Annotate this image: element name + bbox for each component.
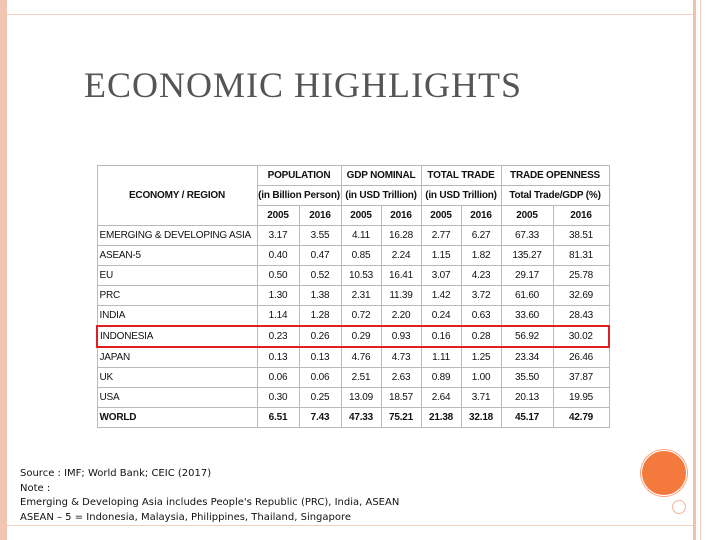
value-cell: 29.17 — [501, 266, 553, 286]
value-cell: 32.18 — [461, 408, 501, 428]
value-cell: 0.93 — [381, 326, 421, 347]
value-cell: 0.28 — [461, 326, 501, 347]
region-cell: UK — [97, 368, 257, 388]
value-cell: 2.64 — [421, 388, 461, 408]
value-cell: 1.00 — [461, 368, 501, 388]
value-cell: 28.43 — [553, 306, 609, 327]
value-cell: 0.85 — [341, 246, 381, 266]
value-cell: 0.63 — [461, 306, 501, 327]
slide-frame-bottom — [7, 525, 693, 526]
value-cell: 0.16 — [421, 326, 461, 347]
region-cell: USA — [97, 388, 257, 408]
value-cell: 6.27 — [461, 226, 501, 246]
value-cell: 0.72 — [341, 306, 381, 327]
table-row-uk — [97, 368, 609, 388]
value-cell: 0.52 — [299, 266, 341, 286]
value-cell: 4.23 — [461, 266, 501, 286]
value-cell: 25.78 — [553, 266, 609, 286]
group-header-total-trade: TOTAL TRADE — [421, 166, 501, 186]
economic-indicators-table — [96, 165, 610, 428]
value-cell: 61.60 — [501, 286, 553, 306]
note-line-1: Emerging & Developing Asia includes People's Republic (PRC), India, ASEAN — [20, 497, 400, 508]
value-cell: 2.31 — [341, 286, 381, 306]
value-cell: 0.30 — [257, 388, 299, 408]
table-row-india — [97, 306, 609, 327]
table-row-prc — [97, 286, 609, 306]
value-cell: 32.69 — [553, 286, 609, 306]
group-header-gdp-nominal: GDP NOMINAL — [341, 166, 421, 186]
value-cell: 1.42 — [421, 286, 461, 306]
value-cell: 0.50 — [257, 266, 299, 286]
slide-frame-top — [7, 14, 693, 15]
value-cell: 4.76 — [341, 347, 381, 368]
slide-title: ECONOMIC HIGHLIGHTS — [84, 65, 522, 105]
year-header: 2016 — [381, 206, 421, 226]
economic-table-wrapper — [96, 165, 608, 432]
group-header-trade-openness: TRADE OPENNESS — [501, 166, 609, 186]
region-cell: PRC — [97, 286, 257, 306]
value-cell: 0.40 — [257, 246, 299, 266]
value-cell: 18.57 — [381, 388, 421, 408]
value-cell: 2.63 — [381, 368, 421, 388]
value-cell: 1.15 — [421, 246, 461, 266]
value-cell: 6.51 — [257, 408, 299, 428]
decorative-small-circle — [672, 500, 686, 514]
value-cell: 42.79 — [553, 408, 609, 428]
value-cell: 33.60 — [501, 306, 553, 327]
value-cell: 1.38 — [299, 286, 341, 306]
region-cell: EU — [97, 266, 257, 286]
value-cell: 1.82 — [461, 246, 501, 266]
value-cell: 45.17 — [501, 408, 553, 428]
value-cell: 0.25 — [299, 388, 341, 408]
table-row-usa — [97, 388, 609, 408]
slide-frame-left — [0, 0, 7, 540]
table-row-asean-5 — [97, 246, 609, 266]
value-cell: 0.89 — [421, 368, 461, 388]
value-cell: 3.71 — [461, 388, 501, 408]
table-row-indonesia — [97, 326, 609, 347]
value-cell: 2.77 — [421, 226, 461, 246]
value-cell: 0.06 — [257, 368, 299, 388]
year-header: 2016 — [553, 206, 609, 226]
year-header: 2005 — [257, 206, 299, 226]
region-cell: JAPAN — [97, 347, 257, 368]
value-cell: 0.13 — [257, 347, 299, 368]
note-line-2: ASEAN – 5 = Indonesia, Malaysia, Philippines, Thailand, Singapore — [20, 511, 352, 523]
note-label: Note : — [20, 482, 51, 494]
year-header: 2016 — [461, 206, 501, 226]
year-header: 2005 — [501, 206, 553, 226]
table-header-group-row — [97, 166, 609, 186]
unit-header-population: (in Billion Person) — [257, 186, 341, 206]
source-notes — [20, 467, 600, 525]
value-cell: 67.33 — [501, 226, 553, 246]
slide-frame-right — [693, 0, 696, 540]
region-cell: INDONESIA — [97, 326, 257, 347]
value-cell: 1.14 — [257, 306, 299, 327]
value-cell: 2.51 — [341, 368, 381, 388]
value-cell: 37.87 — [553, 368, 609, 388]
table-row-japan — [97, 347, 609, 368]
value-cell: 30.02 — [553, 326, 609, 347]
unit-header-gdp-nominal: (in USD Trillion) — [341, 186, 421, 206]
group-header-population: POPULATION — [257, 166, 341, 186]
value-cell: 21.38 — [421, 408, 461, 428]
value-cell: 75.21 — [381, 408, 421, 428]
value-cell: 38.51 — [553, 226, 609, 246]
value-cell: 1.25 — [461, 347, 501, 368]
slide-frame-right-inner — [700, 0, 701, 540]
decorative-orange-circle — [641, 450, 687, 496]
value-cell: 1.28 — [299, 306, 341, 327]
unit-header-trade-openness: Total Trade/GDP (%) — [501, 186, 609, 206]
region-column-header: ECONOMY / REGION — [97, 166, 257, 226]
region-cell: EMERGING & DEVELOPING ASIA — [97, 226, 257, 246]
value-cell: 2.20 — [381, 306, 421, 327]
source-line: Source : IMF; World Bank; CEIC (2017) — [20, 468, 212, 479]
value-cell: 3.07 — [421, 266, 461, 286]
value-cell: 47.33 — [341, 408, 381, 428]
year-header: 2005 — [421, 206, 461, 226]
region-cell: INDIA — [97, 306, 257, 327]
value-cell: 1.11 — [421, 347, 461, 368]
region-cell: ASEAN-5 — [97, 246, 257, 266]
region-cell: WORLD — [97, 408, 257, 428]
value-cell: 0.06 — [299, 368, 341, 388]
value-cell: 0.23 — [257, 326, 299, 347]
value-cell: 0.13 — [299, 347, 341, 368]
value-cell: 26.46 — [553, 347, 609, 368]
value-cell: 4.11 — [341, 226, 381, 246]
value-cell: 10.53 — [341, 266, 381, 286]
table-row-eu — [97, 266, 609, 286]
value-cell: 23.34 — [501, 347, 553, 368]
value-cell: 0.47 — [299, 246, 341, 266]
unit-header-total-trade: (in USD Trillion) — [421, 186, 501, 206]
value-cell: 3.17 — [257, 226, 299, 246]
value-cell: 19.95 — [553, 388, 609, 408]
value-cell: 13.09 — [341, 388, 381, 408]
year-header: 2016 — [299, 206, 341, 226]
value-cell: 3.55 — [299, 226, 341, 246]
value-cell: 135.27 — [501, 246, 553, 266]
value-cell: 16.28 — [381, 226, 421, 246]
value-cell: 11.39 — [381, 286, 421, 306]
year-header: 2005 — [341, 206, 381, 226]
value-cell: 3.72 — [461, 286, 501, 306]
value-cell: 0.24 — [421, 306, 461, 327]
value-cell: 7.43 — [299, 408, 341, 428]
value-cell: 0.29 — [341, 326, 381, 347]
value-cell: 35.50 — [501, 368, 553, 388]
table-row-emerging-developing-asia — [97, 226, 609, 246]
value-cell: 20.13 — [501, 388, 553, 408]
value-cell: 81.31 — [553, 246, 609, 266]
value-cell: 1.30 — [257, 286, 299, 306]
value-cell: 56.92 — [501, 326, 553, 347]
value-cell: 4.73 — [381, 347, 421, 368]
value-cell: 16.41 — [381, 266, 421, 286]
value-cell: 2.24 — [381, 246, 421, 266]
value-cell: 0.26 — [299, 326, 341, 347]
table-row-world — [97, 408, 609, 428]
